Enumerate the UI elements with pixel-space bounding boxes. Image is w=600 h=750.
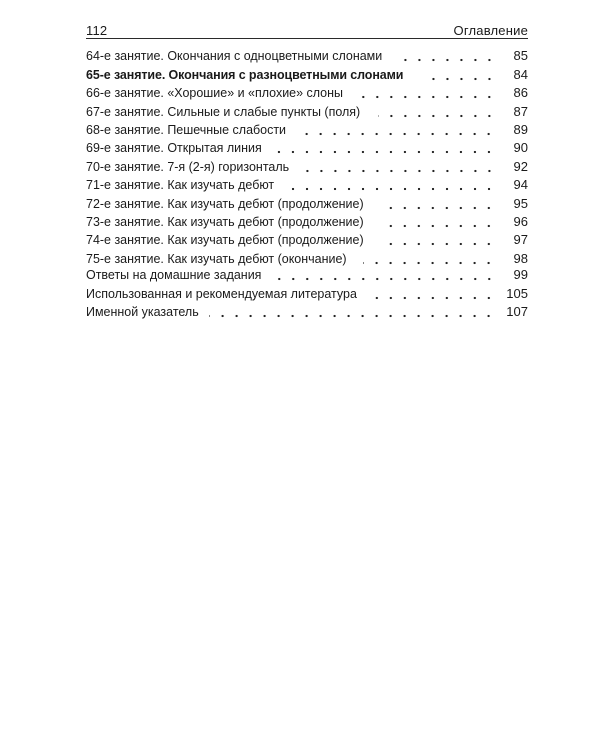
toc-entry-page: 94 [513, 177, 528, 193]
toc-entry-title: Использованная и рекомендуемая литература [86, 285, 357, 301]
toc-entry [86, 121, 528, 139]
toc-entry [86, 249, 528, 267]
toc-entry-title: 71-е занятие. Как изучать дебют [86, 177, 275, 193]
toc-entry [86, 84, 528, 102]
toc-entry [86, 213, 528, 231]
toc-entry-title: 72-е занятие. Как изучать дебют (продолжение) [86, 195, 364, 211]
toc-entry [86, 303, 528, 321]
toc-entry-title: 69-е занятие. Открытая линия [86, 140, 262, 156]
section-title: Оглавление [453, 23, 528, 38]
toc-lessons [86, 47, 528, 268]
toc-entry-page: 92 [513, 158, 528, 174]
dot-leader [381, 232, 496, 246]
page-number: 112 [86, 23, 108, 38]
toc-entry-page: 99 [513, 267, 528, 283]
header-rule [86, 38, 528, 39]
toc-entry-page: 98 [513, 250, 528, 266]
dot-leader [381, 196, 496, 210]
toc-entry-page: 86 [513, 85, 528, 101]
toc-entry [86, 139, 528, 157]
toc-appendix [86, 266, 528, 321]
toc-entry-page: 87 [513, 103, 528, 119]
running-head [86, 18, 528, 38]
toc-entry-page: 107 [506, 304, 528, 320]
dot-leader [275, 140, 496, 154]
toc-entry-page: 95 [513, 195, 528, 211]
dot-leader [374, 286, 496, 300]
dot-leader [360, 85, 496, 99]
dot-leader [275, 267, 496, 281]
toc-entry-page: 96 [513, 213, 528, 229]
toc-entry-title: 70-е занятие. 7-я (2-я) горизонталь [86, 158, 290, 174]
toc-entry-title: 64-е занятие. Окончания с одноцветными слонами [86, 48, 383, 64]
toc-entry [86, 194, 528, 212]
toc-entry [86, 284, 528, 302]
dot-leader [304, 159, 496, 173]
toc-entry-title: 68-е занятие. Пешечные слабости [86, 121, 287, 137]
dot-leader [209, 304, 496, 318]
dot-leader [378, 104, 496, 118]
toc-entry-page: 89 [513, 121, 528, 137]
toc-entry [86, 65, 528, 83]
dot-leader [381, 214, 496, 228]
dot-leader [401, 48, 496, 62]
toc-entry [86, 231, 528, 249]
toc-entry [86, 266, 528, 284]
dot-leader [288, 177, 496, 191]
toc-entry-title: 73-е занятие. Как изучать дебют (продолжение) [86, 213, 364, 229]
toc-entry-title: Ответы на домашние задания [86, 267, 262, 283]
toc-entry [86, 176, 528, 194]
toc-entry [86, 47, 528, 65]
toc-entry [86, 102, 528, 120]
toc-entry-title: Именной указатель [86, 304, 199, 320]
toc-entry-title: 65-е занятие. Окончания с разноцветными слонами [86, 66, 404, 82]
toc-entry-title: 74-е занятие. Как изучать дебют (продолжение) [86, 232, 364, 248]
toc-entry-page: 105 [506, 285, 528, 301]
toc-entry [86, 157, 528, 175]
toc-entry-page: 97 [513, 232, 528, 248]
toc-entry-title: 75-е занятие. Как изучать дебют (окончание) [86, 250, 347, 266]
toc-entry-title: 66-е занятие. «Хорошие» и «плохие» слоны [86, 85, 343, 101]
toc-entry-title: 67-е занятие. Сильные и слабые пункты (поля) [86, 103, 361, 119]
dot-leader [300, 122, 496, 136]
dot-leader [423, 67, 496, 81]
dot-leader [363, 251, 496, 265]
toc-entry-page: 84 [513, 66, 528, 82]
toc-entry-page: 85 [513, 48, 528, 64]
toc-entry-page: 90 [513, 140, 528, 156]
